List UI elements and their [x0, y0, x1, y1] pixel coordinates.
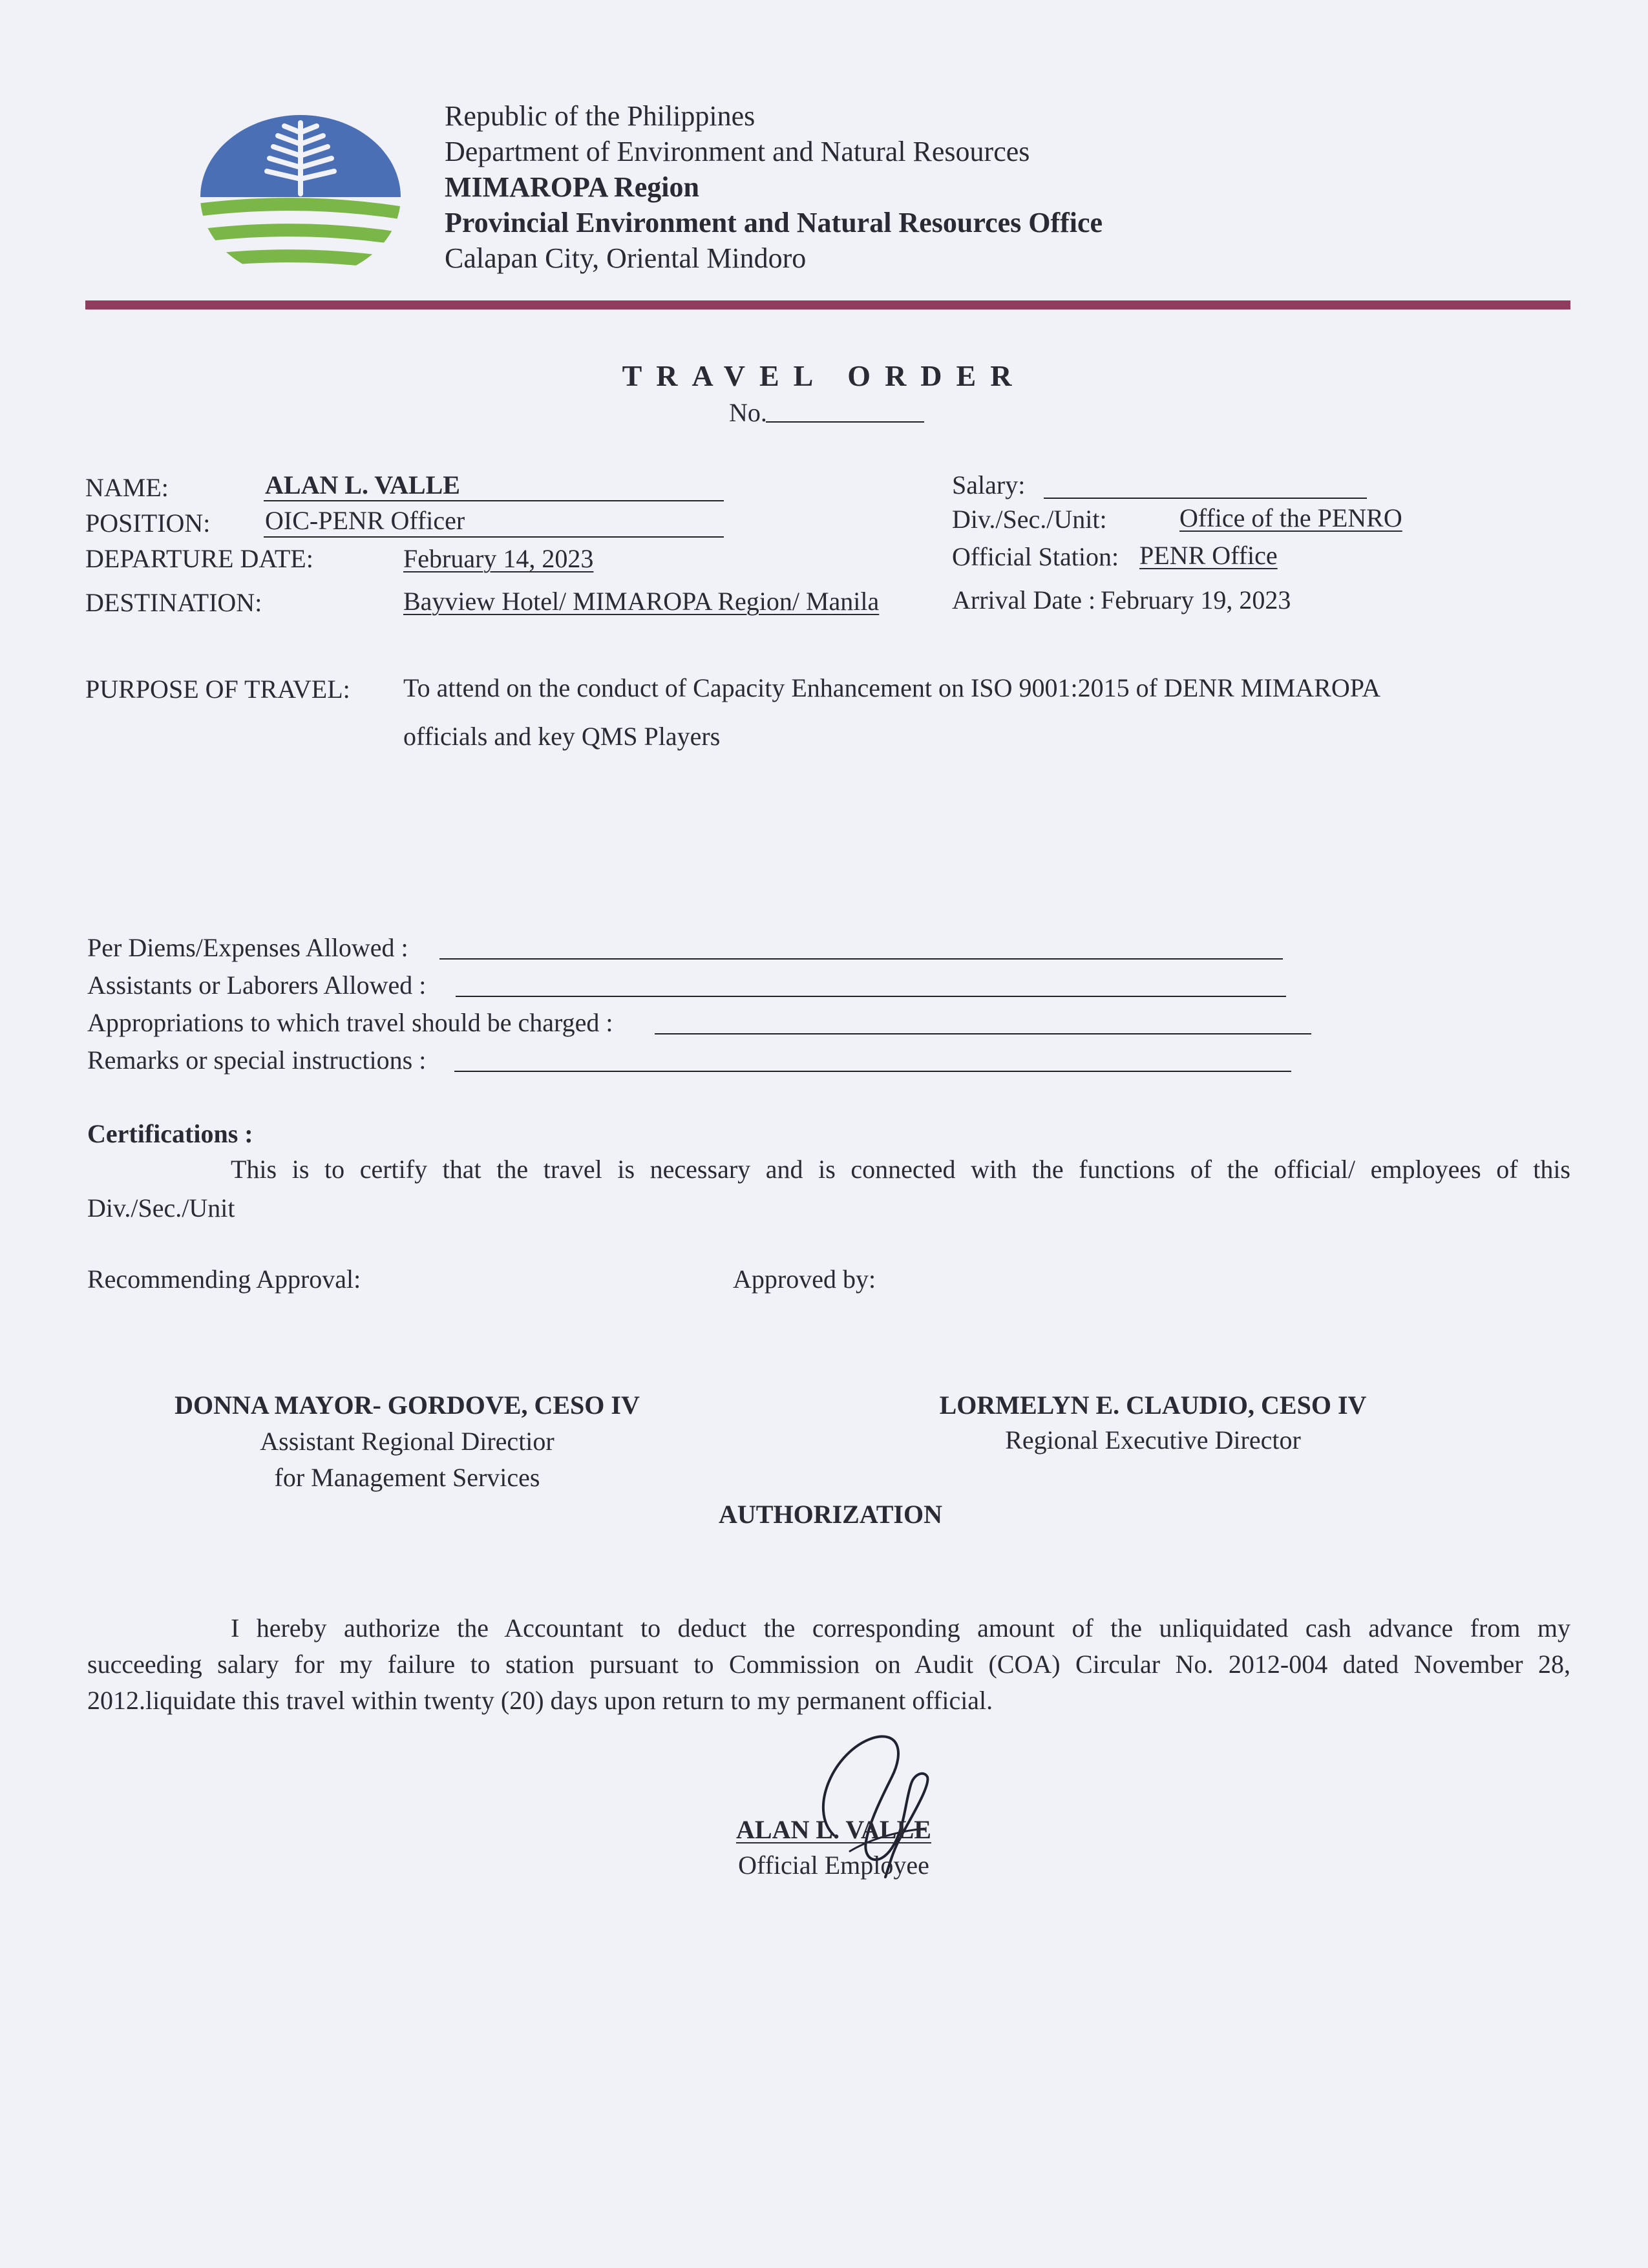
name-value: ALAN L. VALLE	[265, 470, 460, 499]
station-label: Official Station:	[952, 542, 1119, 571]
header-republic: Republic of the Philippines	[445, 100, 755, 132]
arrival-value: February 19, 2023	[1101, 585, 1291, 614]
certifications-text-1: This is to certify that the travel is necessary and is connected with the functions of the official/ employees of this	[231, 1155, 1570, 1184]
signatory-name: ALAN L. VALLE	[736, 1815, 931, 1844]
purpose-line-2: officials and key QMS Players	[403, 722, 721, 751]
denr-logo	[197, 113, 404, 281]
header-office: Provincial Environment and Natural Resources Office	[445, 207, 1103, 238]
authorization-line-1: I hereby authorize the Accountant to deduct the corresponding amount of the unliquidated cash advance from my	[231, 1613, 1570, 1643]
approver-name: LORMELYN E. CLAUDIO, CESO IV	[939, 1391, 1367, 1420]
position-value: OIC-PENR Officer	[265, 506, 465, 535]
purpose-line-1: To attend on the conduct of Capacity Enhancement on ISO 9001:2015 of DENR MIMAROPA	[403, 673, 1381, 702]
station-value: PENR Office	[1139, 541, 1278, 570]
document-title: TRAVEL ORDER	[622, 359, 1026, 392]
approved-label: Approved by:	[733, 1265, 876, 1294]
appropriations-label: Appropriations to which travel should be charged :	[87, 1008, 613, 1037]
header-rule	[85, 300, 1570, 310]
assistants-line	[456, 996, 1286, 997]
destination-label: DESTINATION:	[85, 588, 262, 617]
position-line	[264, 536, 724, 538]
recommender-title-1: Assistant Regional Directior	[260, 1427, 555, 1456]
authorization-heading: AUTHORIZATION	[719, 1500, 942, 1529]
salary-label: Salary:	[952, 470, 1026, 499]
signatory-title: Official Employee	[738, 1851, 929, 1880]
unit-label: Div./Sec./Unit:	[952, 505, 1107, 534]
per-diems-label: Per Diems/Expenses Allowed :	[87, 933, 408, 962]
remarks-line	[454, 1071, 1291, 1072]
header-region: MIMAROPA Region	[445, 171, 699, 203]
authorization-line-3: 2012.liquidate this travel within twenty (20) days upon return to my permanent official.	[87, 1686, 993, 1715]
certifications-text-2: Div./Sec./Unit	[87, 1193, 235, 1223]
destination-value: Bayview Hotel/ MIMAROPA Region/ Manila	[403, 587, 880, 616]
salary-line	[1044, 498, 1367, 499]
certifications-heading: Certifications :	[87, 1119, 253, 1148]
header-city: Calapan City, Oriental Mindoro	[445, 242, 807, 274]
assistants-label: Assistants or Laborers Allowed :	[87, 971, 427, 1000]
unit-value: Office of the PENRO	[1179, 503, 1402, 532]
header-department: Department of Environment and Natural Resources	[445, 136, 1030, 167]
departure-value: February 14, 2023	[403, 544, 594, 573]
arrival-label: Arrival Date :	[952, 585, 1096, 614]
recommender-title-2: for Management Services	[274, 1463, 540, 1492]
purpose-label: PURPOSE OF TRAVEL:	[85, 675, 350, 704]
recommender-name: DONNA MAYOR- GORDOVE, CESO IV	[174, 1391, 640, 1420]
recommending-label: Recommending Approval:	[87, 1265, 361, 1294]
appropriations-line	[655, 1033, 1311, 1034]
remarks-label: Remarks or special instructions :	[87, 1045, 427, 1075]
position-label: POSITION:	[85, 509, 211, 538]
name-label: NAME:	[85, 473, 169, 502]
name-line	[264, 500, 724, 501]
number-line	[766, 421, 924, 423]
departure-label: DEPARTURE DATE:	[85, 544, 313, 573]
authorization-line-2: succeeding salary for my failure to station pursuant to Commission on Audit (COA) Circular No. 2012-004 dated November 28,	[87, 1650, 1570, 1679]
per-diems-line	[439, 958, 1283, 960]
approver-title: Regional Executive Director	[1005, 1425, 1301, 1454]
number-label: No.	[729, 398, 767, 427]
